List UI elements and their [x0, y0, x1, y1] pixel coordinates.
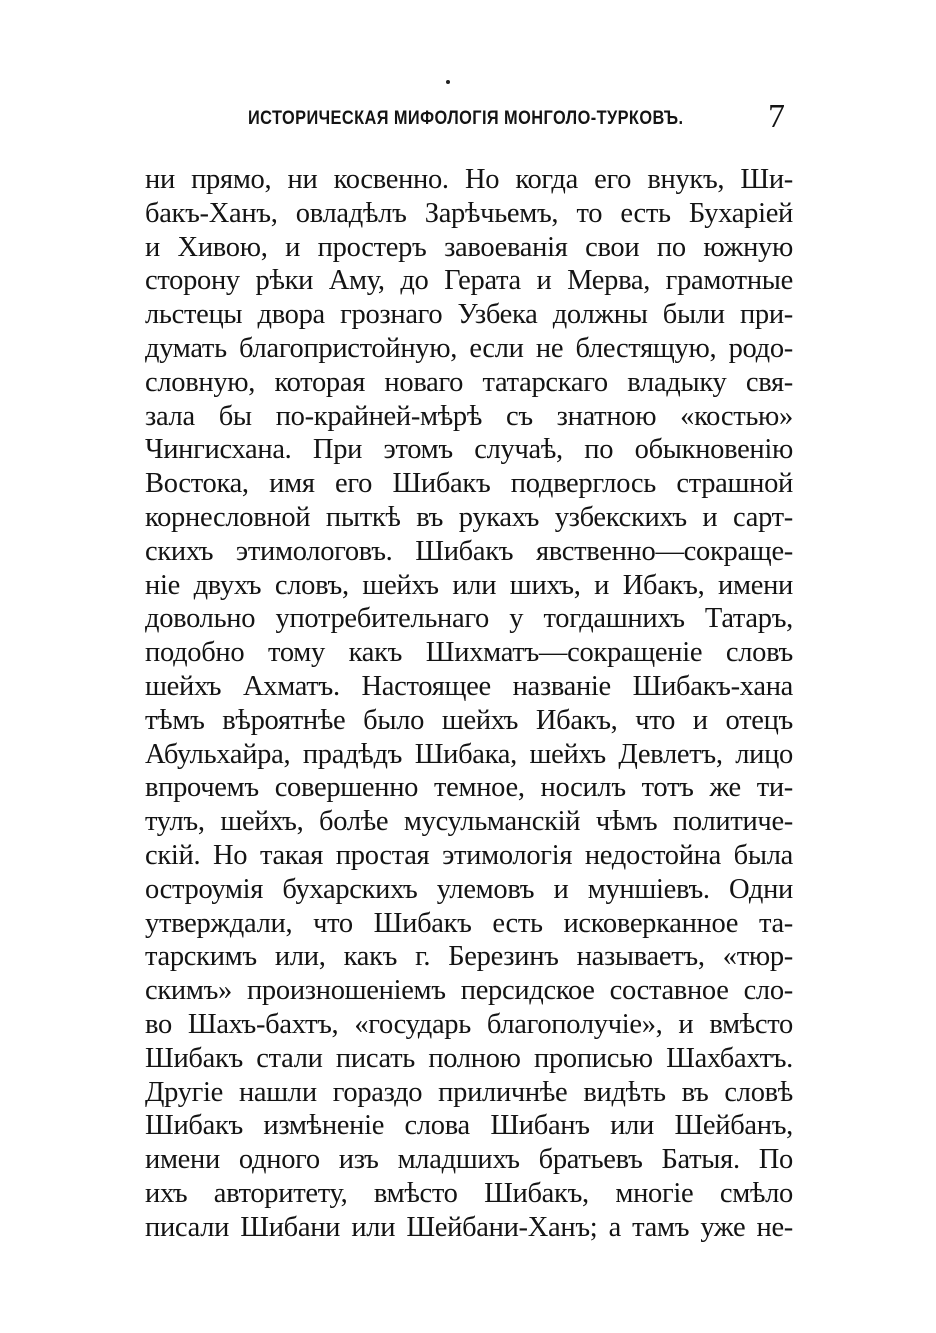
- text-line: Шибакъ стали писать полною прописью Шахбахтъ.: [145, 1042, 793, 1074]
- text-line: тарскимъ или, какъ г. Березинъ называетъ, «тюр-: [145, 941, 793, 973]
- text-line: Другіе нашли гораздо приличнѣе видѣть въ словѣ: [145, 1076, 793, 1108]
- text-line: утверждали, что Шибакъ есть исковерканное та-: [145, 907, 793, 939]
- text-line: впрочемъ совершенно темное, носилъ тотъ же ти-: [145, 772, 793, 804]
- text-line: словную, которая новаго татарскаго владыку свя-: [145, 366, 793, 398]
- text-line: имени одного изъ младшихъ братьевъ Батыя. По: [145, 1144, 793, 1176]
- text-line: думать благопристойную, если не блестящую, родо-: [145, 332, 793, 364]
- ink-speck: [446, 80, 450, 84]
- text-line: подобно тому какъ Шихматъ—сокращеніе словъ: [145, 637, 793, 669]
- text-line: скій. Но такая простая этимологія недостойна была: [145, 839, 793, 871]
- text-line: скимъ» произношеніемъ персидское составное сло-: [145, 975, 793, 1007]
- text-line: и Хивою, и простеръ завоеванія свои по южную: [145, 231, 793, 263]
- text-line: во Шахъ-бахтъ, «государь благополучіе», и вмѣсто: [145, 1008, 793, 1040]
- text-line: Шибакъ измѣненіе слова Шибанъ или Шейбанъ,: [145, 1110, 793, 1142]
- text-line: шейхъ Ахматъ. Настоящее названіе Шибакъ-хана: [145, 670, 793, 702]
- text-line: бакъ-Ханъ, овладѣлъ Зарѣчьемъ, то есть Бухаріей: [145, 197, 793, 229]
- text-line: тулъ, шейхъ, болѣе мусульманскій чѣмъ политиче-: [145, 806, 793, 838]
- body-text: [145, 163, 793, 1245]
- text-line: ихъ авторитету, вмѣсто Шибакъ, многіе смѣло: [145, 1177, 793, 1209]
- text-line: льстецы двора грознаго Узбека должны были при-: [145, 299, 793, 331]
- text-line: ніе двухъ словъ, шейхъ или шихъ, и Ибакъ, имени: [145, 569, 793, 601]
- text-line: остроумія бухарскихъ улемовъ и муншіевъ. Одни: [145, 873, 793, 905]
- text-line: Чингисхана. При этомъ случаѣ, по обыкновенію: [145, 434, 793, 466]
- text-line: Абульхайра, прадѣдъ Шибака, шейхъ Девлетъ, лицо: [145, 738, 793, 770]
- running-title: ИСТОРИЧЕСКАЯ МИФОЛОГІЯ МОНГОЛО-ТУРКОВЪ.: [248, 108, 684, 129]
- text-line: Востока, имя его Шибакъ подверглось страшной: [145, 468, 793, 500]
- text-line: зала бы по-крайней-мѣрѣ съ знатною «костью»: [145, 400, 793, 432]
- text-line: тѣмъ вѣроятнѣе было шейхъ Ибакъ, что и отецъ: [145, 704, 793, 736]
- text-line: писали Шибани или Шейбани-Ханъ; а тамъ уже не-: [145, 1211, 793, 1243]
- text-line: корнесловной пыткѣ въ рукахъ узбекскихъ и сарт-: [145, 501, 793, 533]
- page-number: 7: [768, 98, 785, 135]
- text-line: скихъ этимологовъ. Шибакъ явственно—сокраще-: [145, 535, 793, 567]
- text-line: довольно употребительнаго у тогдашнихъ Татаръ,: [145, 603, 793, 635]
- text-line: ни прямо, ни косвенно. Но когда его внукъ, Ши-: [145, 164, 793, 195]
- text-line: сторону рѣки Аму, до Герата и Мерва, грамотные: [145, 265, 793, 297]
